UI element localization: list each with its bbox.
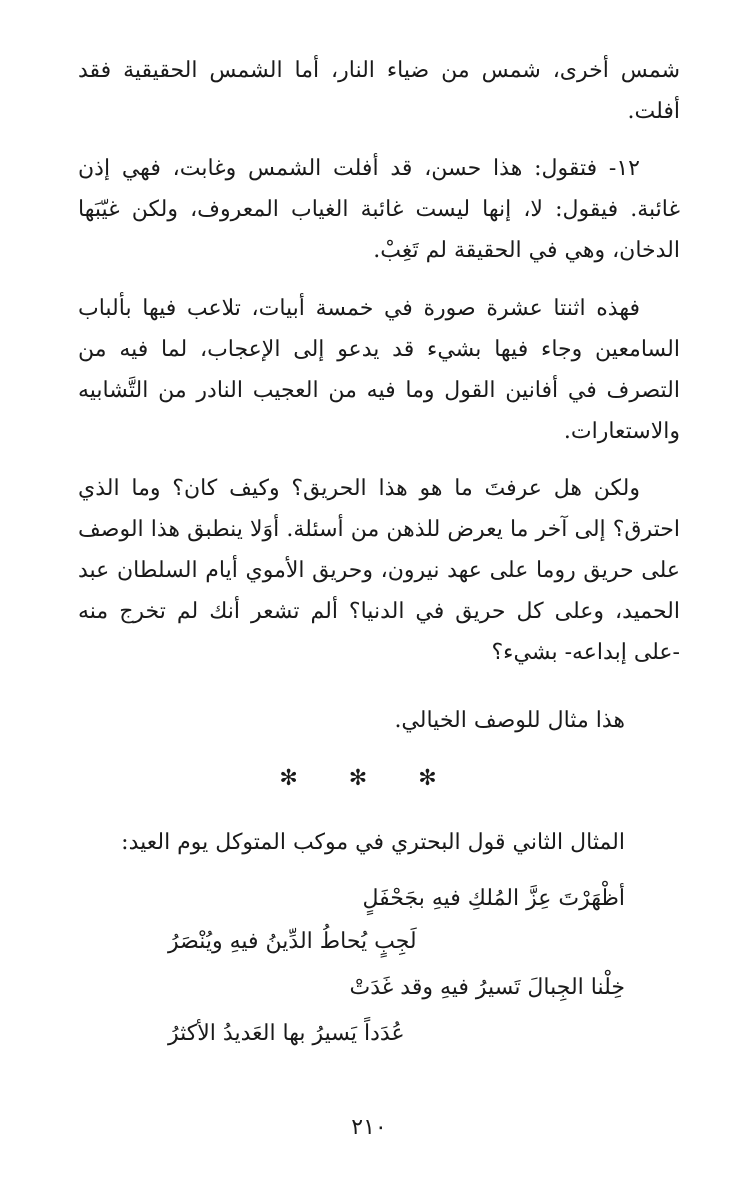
paragraph-item-12: ١٢- فتقول: هذا حسن، قد أفلت الشمس وغابت، فهي إذن غائبة. فيقول: لا، إنها ليست غائبة الغياب المعروف، ولكن غيّبَها الدخان، وهي في الحقيقة لم تَغِبْ. — [78, 156, 680, 263]
poem-verse-2-second-hemistich: عُدَداً يَسيرُ بها العَديدُ الأكثرُ — [168, 1021, 405, 1046]
poem-verse-2-first-hemistich: خِلْنا الجِبالَ تَسيرُ فيهِ وقد غَدَتْ — [349, 975, 625, 1000]
poem-verse-1-second-hemistich: لَجِبٍ يُحاطُ الدِّينُ فيهِ ويُنْصَرُ — [168, 929, 417, 954]
paragraph-example-summary: هذا مثال للوصف الخيالي. — [394, 708, 625, 733]
page-number: ٢١٠ — [351, 1115, 387, 1140]
paragraph-questions: ولكن هل عرفتَ ما هو هذا الحريق؟ وكيف كان؟ وما الذي احترق؟ إلى آخر ما يعرض للذهن من أسئلة. أوَلا ينطبق هذا الوصف على حريق روما على عهد نيرون، وحريق الأموي أيام السلطان عبد الحميد، وعلى كل حريق في الدنيا؟ ألم تشعر أنك لم تخرج منه -على إبداعه- بشيء؟ — [78, 476, 680, 665]
paragraph-analysis: فهذه اثنتا عشرة صورة في خمسة أبيات، تلاعب فيها بألباب السامعين وجاء فيها بشيء قد يدعو إلى الإعجاب، لما فيه من التصرف في أفانين القول وما فيه من العجيب النادر من التَّشابيه والاستعارات. — [78, 296, 680, 444]
paragraph-second-example: المثال الثاني قول البحتري في موكب المتوكل يوم العيد: — [121, 830, 625, 855]
paragraph-continuation: شمس أخرى، شمس من ضياء النار، أما الشمس الحقيقية فقد أفلت. — [78, 58, 680, 124]
section-separator: ✻ ✻ ✻ — [279, 766, 459, 791]
poem-verse-1-first-hemistich: أظْهَرْتَ عِزَّ المُلكِ فيهِ بجَحْفَلٍ — [362, 886, 625, 911]
